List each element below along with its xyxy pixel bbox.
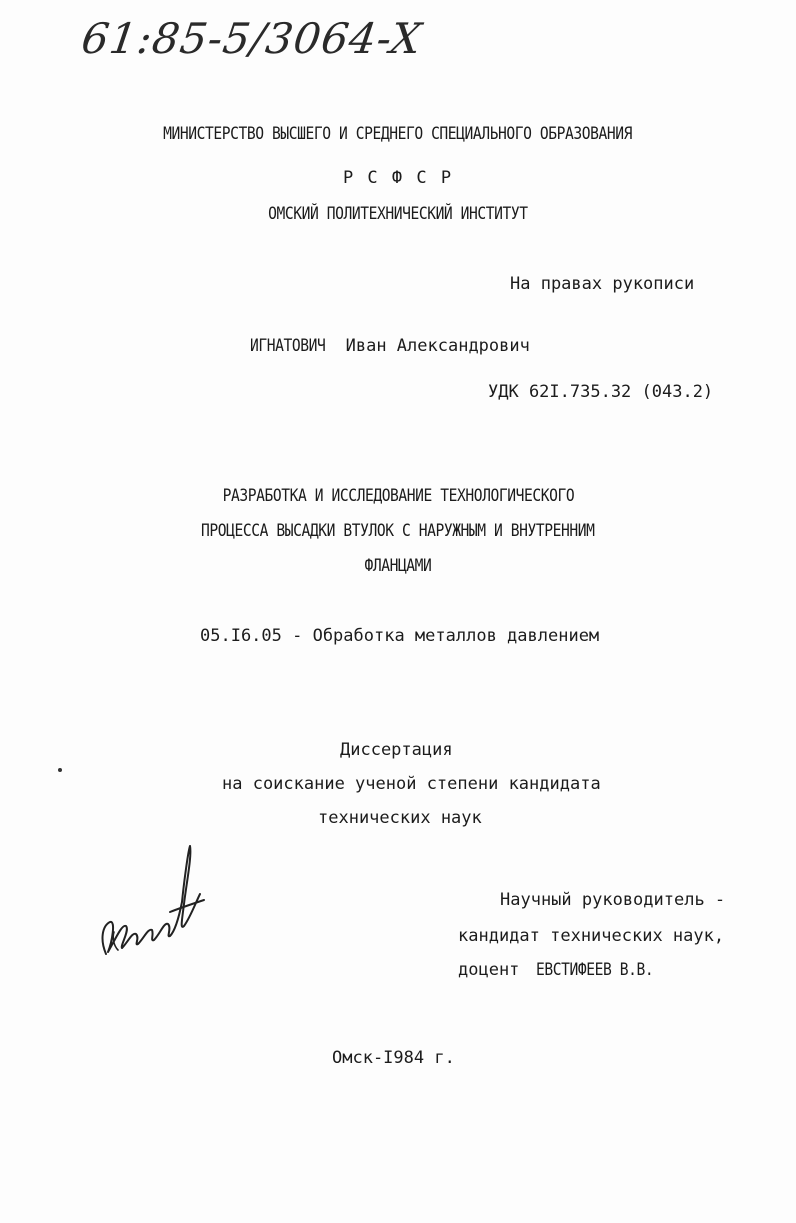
institute-text: ОМСКИЙ ПОЛИТЕХНИЧЕСКИЙ ИНСТИТУТ	[268, 204, 528, 224]
degree-line-3: технических наук	[318, 808, 482, 828]
archive-code: 61:85-5/3064-X	[78, 14, 426, 63]
supervisor-name: ЕВСТИФЕЕВ В.В.	[535, 960, 653, 980]
author-line	[250, 334, 530, 358]
title-line-1	[0, 484, 796, 508]
title-text-2: ПРОЦЕССА ВЫСАДКИ ВТУЛОК С НАРУЖНЫМ И ВНУТРЕННИМ	[201, 521, 595, 541]
author-given-names: Иван Александрович	[345, 336, 530, 356]
place-year: Омск-I984 г.	[332, 1048, 455, 1068]
republic-line: Р С Ф С Р	[342, 168, 454, 188]
title-line-3	[0, 554, 796, 578]
degree-line-2: на соискание ученой степени кандидата	[222, 774, 601, 794]
degree-line-1: Диссертация	[340, 740, 453, 760]
supervisor-title: доцент	[458, 960, 520, 980]
supervisor-line-1: Научный руководитель -	[500, 890, 726, 910]
title-text-1: РАЗРАБОТКА И ИССЛЕДОВАНИЕ ТЕХНОЛОГИЧЕСКОГО	[222, 486, 574, 506]
supervisor-line-3	[458, 958, 672, 982]
scan-speck	[58, 768, 62, 772]
author-surname: ИГНАТОВИЧ	[250, 336, 326, 356]
manuscript-note: На правах рукописи	[510, 274, 695, 294]
ministry-text: МИНИСТЕРСТВО ВЫСШЕГО И СРЕДНЕГО СПЕЦИАЛЬНОГО ОБРАЗОВАНИЯ	[163, 124, 633, 144]
handwritten-signature	[92, 842, 212, 967]
ministry-line	[0, 122, 796, 146]
supervisor-line-2: кандидат технических наук,	[458, 926, 725, 946]
title-text-3: ФЛАНЦАМИ	[364, 556, 432, 576]
title-line-2	[0, 519, 796, 543]
specialty-line: 05.I6.05 - Обработка металлов давлением	[200, 626, 600, 646]
institute-line	[0, 202, 796, 226]
udc-code: УДК 62I.735.32 (043.2)	[488, 382, 714, 402]
